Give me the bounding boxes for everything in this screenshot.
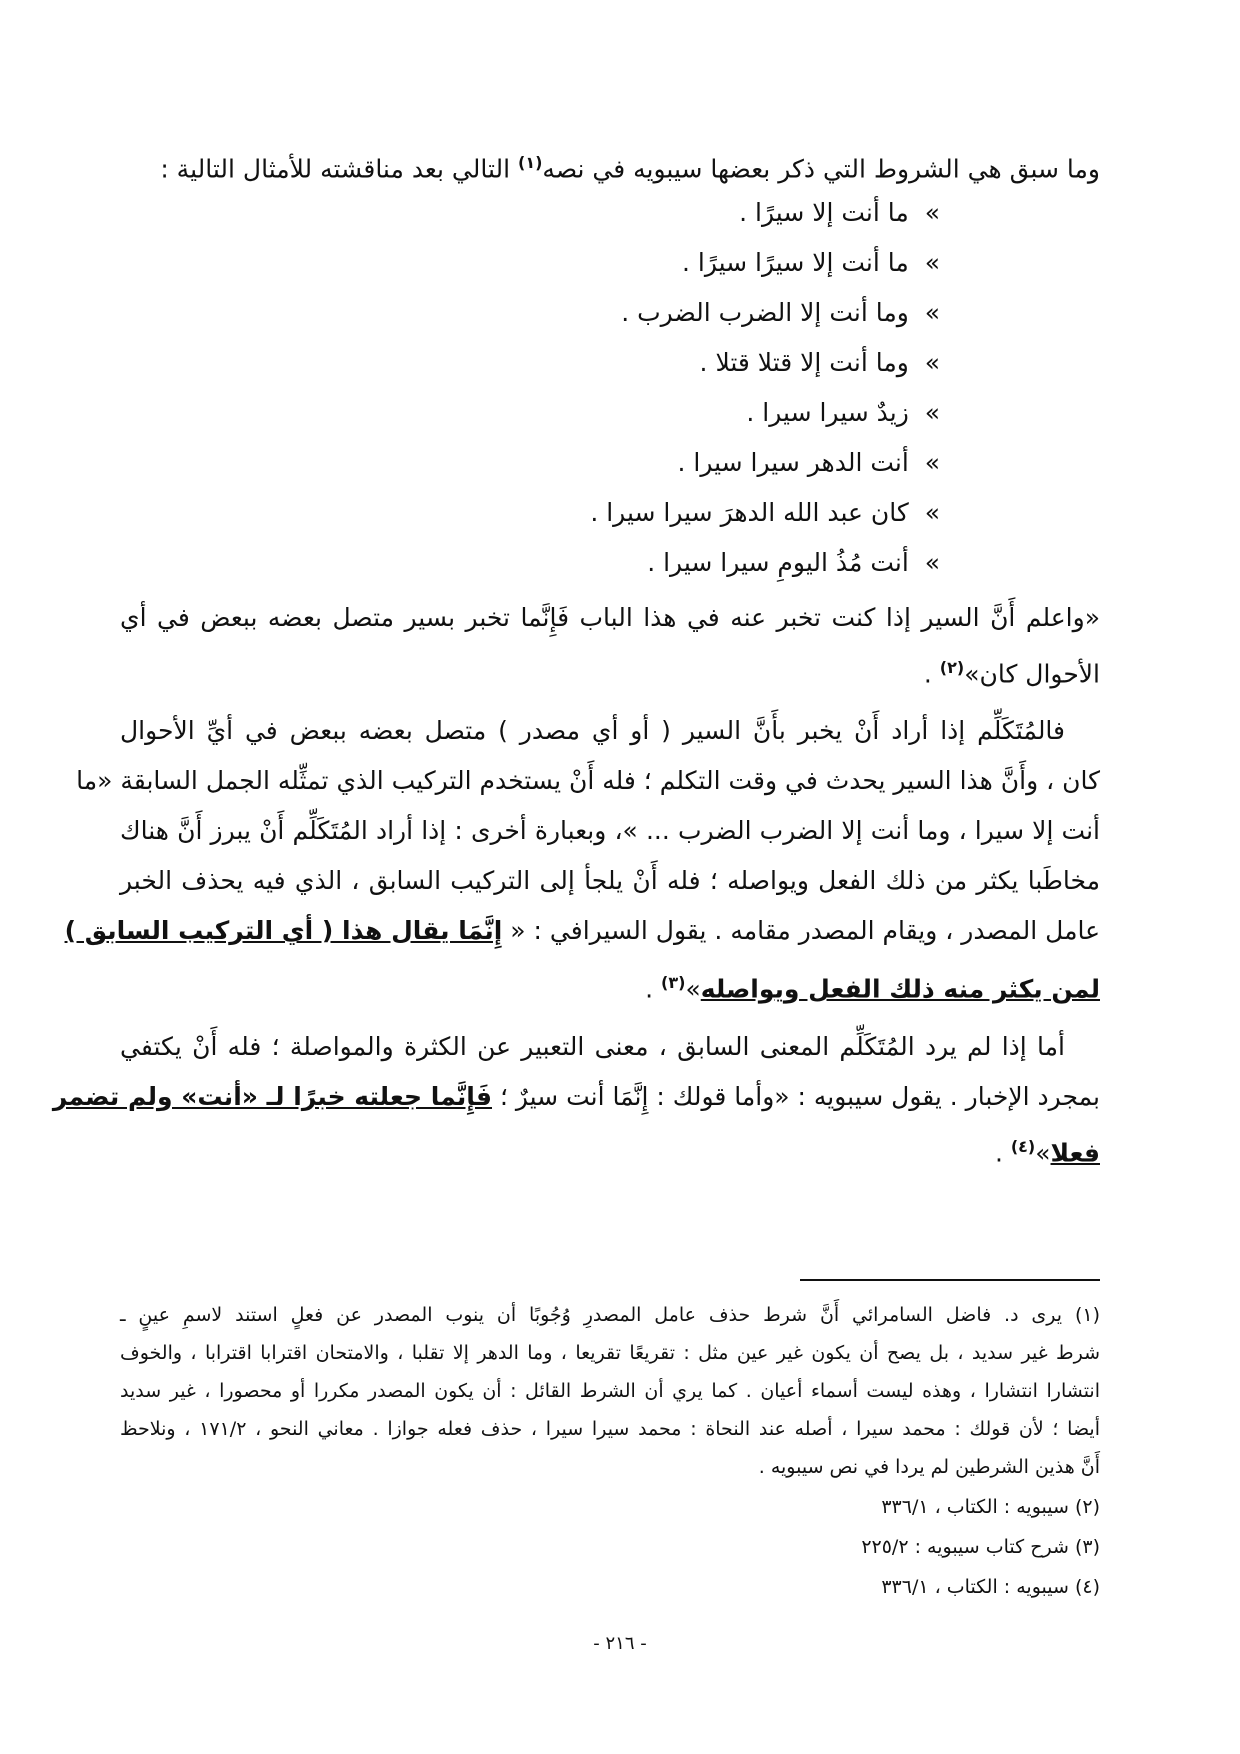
quote1-line1: «واعلم أَنَّ السير إذا كنت تخبر عنه في هذا الباب فَإِنَّما تخبر بسير متصل بعضه ببعض في أي bbox=[120, 603, 1100, 632]
intro-text: وما سبق هي الشروط التي ذكر بعضها سيبويه في نصه bbox=[542, 154, 1100, 184]
intro-line bbox=[120, 138, 1100, 194]
list-item: » كان عبد الله الدهرَ سيرا سيرا . bbox=[590, 498, 940, 527]
list-item: » وما أنت إلا الضرب الضرب . bbox=[621, 298, 940, 327]
page-number: - ٢١٦ - bbox=[593, 1633, 647, 1654]
footnote-3: (٣) شرح كتاب سيبويه : ٢٢٥/٢ bbox=[861, 1536, 1100, 1558]
para2-line1: أما إذا لم يرد المُتَكَلِّم المعنى السابق ، معنى التعبير عن الكثرة والمواصلة ؛ فله أَنْ يكتفي bbox=[120, 1032, 1065, 1061]
list-item: » أنت الدهر سيرا سيرا . bbox=[677, 448, 940, 477]
intro-tail: التالي بعد مناقشته للأمثال التالية : bbox=[160, 154, 519, 184]
footnote-1-line3: انتشارا انتشارا ، وهذه ليست أسماء أعيان . كما يري أن الشرط القائل : أن يكون المصدر مكررا أو محصورا ، غير سديد bbox=[120, 1380, 1100, 1402]
para1-line3: أنت إلا سيرا ، وما أنت إلا الضرب الضرب ... »، وبعبارة أخرى : إذا أراد المُتَكَلِّم أَنْ يبرز أَنَّ هناك bbox=[120, 816, 1100, 845]
footnote-1-line1: (١) يرى د. فاضل السامرائي أَنَّ شرط حذف عامل المصدرِ وُجُوبًا أن ينوب المصدر عن فعلٍ استند لاسمِ عينٍ ـ bbox=[120, 1304, 1100, 1326]
footnote-1-line5: أَنَّ هذين الشرطين لم يردا في نص سيبويه . bbox=[758, 1456, 1100, 1478]
quote1-line2: الأحوال كان»$^{(٢)}$ . bbox=[923, 658, 1100, 689]
footnote-separator bbox=[800, 1279, 1100, 1281]
underlined-quote-2: فَإِنَّما جعلته خبرًا لـ «أنت» ولم تضمر bbox=[52, 1082, 492, 1111]
footnote-ref-1[interactable]: (١) bbox=[518, 153, 543, 172]
list-item: » زيدٌ سيرا سيرا . bbox=[746, 398, 940, 427]
list-item: » وما أنت إلا قتلا قتلا . bbox=[699, 348, 940, 377]
list-item: » أنت مُذُ اليومِ سيرا سيرا . bbox=[647, 548, 940, 577]
footnote-ref-4[interactable]: (٤) bbox=[1010, 1137, 1036, 1156]
underlined-quote: إِنَّمَا يقال هذا ( أي التركيب السابق ) bbox=[64, 916, 503, 945]
footnote-1-line2: شرط غير سديد ، بل يصح أن يكون غير عين مثل : تقريعًا تقريعا ، وما الدهر إلا تقلبا ، والامتحان اقترابا اقترابا ، والخوف bbox=[120, 1342, 1100, 1364]
footnote-2: (٢) سيبويه : الكتاب ، ٣٣٦/١ bbox=[881, 1496, 1100, 1518]
para1-line1: فالمُتَكَلِّم إذا أراد أَنْ يخبر بأَنَّ السير ( أو أي مصدر ) متصل بعضه ببعض في أيِّ الأحوال bbox=[120, 716, 1065, 745]
para2-line3: فعلا»$^{(٤)}$ . bbox=[994, 1137, 1100, 1168]
footnote-1-line4: أيضا ؛ لأن قولك : محمد سيرا ، أصله عند النحاة : محمد سيرا سيرا ، حذف فعله جوازا . معاني النحو ، ١٧١/٢ ، ونلاحظ bbox=[120, 1418, 1101, 1440]
para2-line2: بمجرد الإخبار . يقول سيبويه : «وأما قولك : إِنَّمَا أنت سيرٌ ؛ فَإِنَّما جعلته خبرًا لـ «أنت» ولم تضمر bbox=[52, 1082, 1100, 1111]
list-item: » ما أنت إلا سيرًا . bbox=[739, 198, 940, 227]
para1-line5: عامل المصدر ، ويقام المصدر مقامه . يقول السيرافي : « إِنَّمَا يقال هذا ( أي التركيب السابق ) bbox=[64, 916, 1100, 945]
para1-line6: لمن يكثر منه ذلك الفعل ويواصله»$^{(٣)}$ . bbox=[645, 973, 1100, 1004]
para1-line4: مخاطَبا يكثر من ذلك الفعل ويواصله ؛ فله أَنْ يلجأ إلى التركيب السابق ، الذي فيه يحذف الخبر bbox=[120, 866, 1100, 895]
footnote-ref-2[interactable]: (٢) bbox=[939, 658, 965, 677]
list-item: » ما أنت إلا سيرًا سيرًا . bbox=[681, 248, 940, 277]
underlined-quote-end: لمن يكثر منه ذلك الفعل ويواصله bbox=[700, 974, 1100, 1004]
footnote-4: (٤) سيبويه : الكتاب ، ٣٣٦/١ bbox=[881, 1576, 1100, 1598]
para1-line2: كان ، وأَنَّ هذا السير يحدث في وقت التكلم ؛ فله أَنْ يستخدم التركيب الذي تمثِّله الجمل السابقة «ما bbox=[76, 766, 1100, 795]
footnote-ref-3[interactable]: (٣) bbox=[661, 973, 686, 992]
